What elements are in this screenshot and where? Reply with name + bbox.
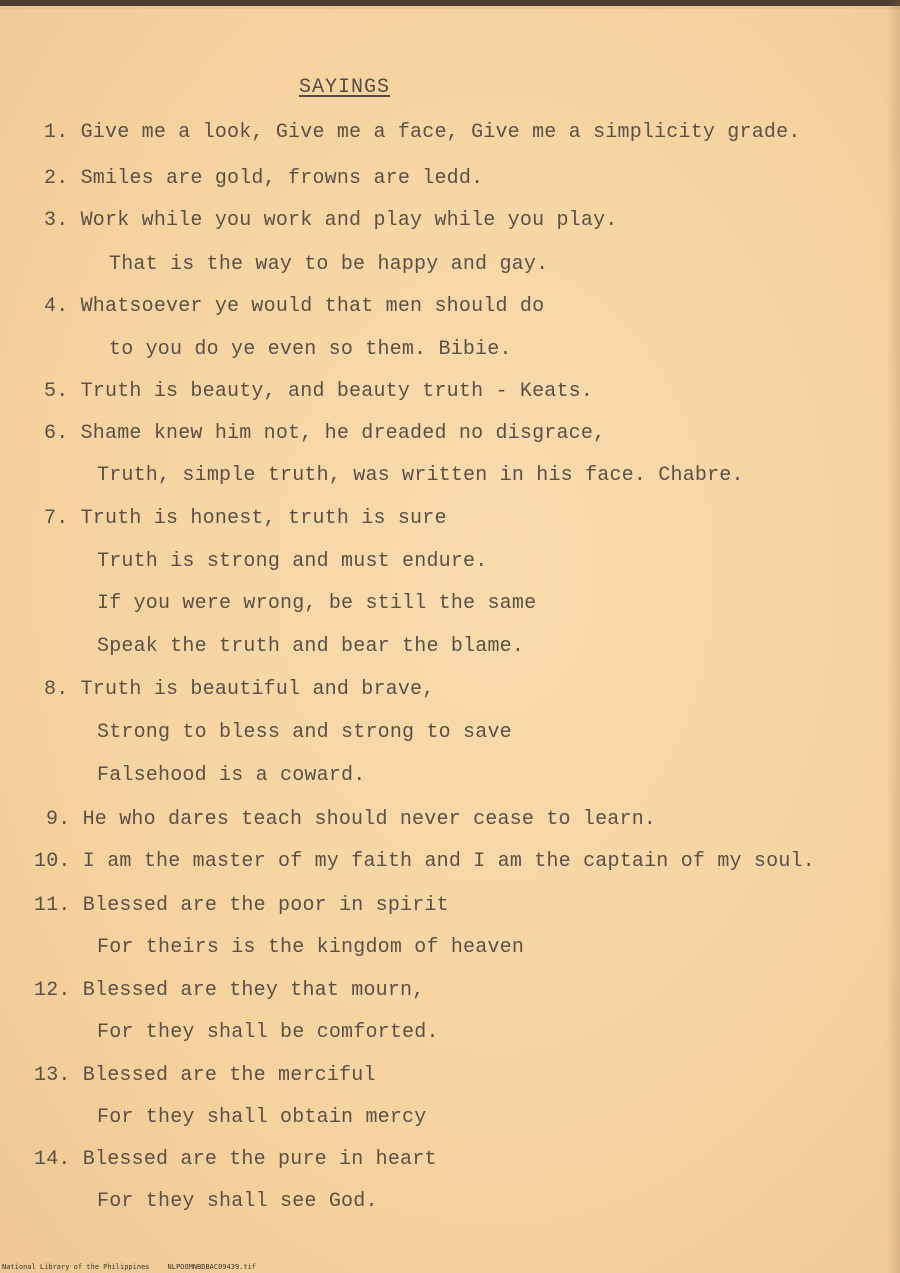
- saying-line: [109, 338, 512, 361]
- saying-line: [97, 635, 524, 658]
- saying-line: [34, 1148, 437, 1171]
- saying-line: [44, 422, 605, 445]
- saying-line: [44, 209, 618, 232]
- saying-line: [44, 295, 544, 318]
- saying-number: 5.: [44, 380, 69, 403]
- saying-line: [44, 507, 447, 530]
- saying-text: Speak the truth and bear the blame.: [97, 635, 525, 658]
- saying-text: For they shall obtain mercy: [97, 1106, 427, 1129]
- saying-text: Smiles are gold, frowns are ledd.: [68, 167, 484, 190]
- saying-line: [97, 1021, 439, 1044]
- saying-line: [109, 253, 548, 276]
- saying-text: Blessed are they that mourn,: [70, 979, 425, 1002]
- saying-text: Whatsoever ye would that men should do: [68, 295, 545, 318]
- saying-line: [44, 678, 434, 701]
- saying-text: to you do ye even so them. Bibie.: [109, 338, 512, 361]
- saying-line: [97, 592, 536, 615]
- saying-text: Truth is strong and must endure.: [97, 550, 488, 573]
- saying-number: 2.: [44, 167, 69, 190]
- saying-text: For theirs is the kingdom of heaven: [97, 936, 525, 959]
- saying-text: Truth is beauty, and beauty truth - Keats.: [68, 380, 594, 403]
- saying-line: [97, 721, 512, 744]
- saying-number: 7.: [44, 507, 69, 530]
- saying-number: 9.: [46, 808, 71, 831]
- page-right-edge-shadow: [886, 0, 900, 1273]
- scan-footer: [2, 1263, 256, 1271]
- saying-text: Shame knew him not, he dreaded no disgrace,: [68, 422, 606, 445]
- saying-line: [44, 167, 483, 190]
- saying-line: [97, 936, 524, 959]
- saying-text: Truth, simple truth, was written in his face. Chabre.: [97, 464, 744, 487]
- saying-line: [34, 894, 449, 917]
- saying-line: [97, 1190, 378, 1213]
- saying-number: 8.: [44, 678, 69, 701]
- saying-line: [34, 1064, 376, 1087]
- saying-number: 10.: [34, 850, 71, 873]
- saying-number: 4.: [44, 295, 69, 318]
- saying-text: Blessed are the poor in spirit: [70, 894, 449, 917]
- saying-number: 11.: [34, 894, 71, 917]
- saying-text: Truth is honest, truth is sure: [68, 507, 447, 530]
- saying-number: 3.: [44, 209, 69, 232]
- saying-text: Truth is beautiful and brave,: [68, 678, 435, 701]
- saying-number: 6.: [44, 422, 69, 445]
- saying-line: [34, 850, 815, 873]
- saying-line: [34, 979, 424, 1002]
- saying-text: Blessed are the merciful: [70, 1064, 376, 1087]
- saying-line: [97, 464, 744, 487]
- saying-number: 14.: [34, 1148, 71, 1171]
- footer-filename: NLPOOMNBDBAC09439.tif: [167, 1263, 257, 1271]
- saying-text: He who dares teach should never cease to learn.: [70, 808, 657, 831]
- saying-text: If you were wrong, be still the same: [97, 592, 537, 615]
- saying-text: Blessed are the pure in heart: [70, 1148, 437, 1171]
- saying-line: [97, 764, 365, 787]
- page-top-edge-highlight: [0, 6, 900, 9]
- saying-text: For they shall see God.: [97, 1190, 378, 1213]
- saying-text: I am the master of my faith and I am the captain of my soul.: [70, 850, 815, 873]
- saying-text: That is the way to be happy and gay.: [109, 253, 549, 276]
- saying-number: 12.: [34, 979, 71, 1002]
- saying-text: Give me a look, Give me a face, Give me a simplicity grade.: [68, 121, 801, 144]
- saying-text: Strong to bless and strong to save: [97, 721, 512, 744]
- saying-text: Falsehood is a coward.: [97, 764, 366, 787]
- saying-number: 1.: [44, 121, 69, 144]
- saying-text: Work while you work and play while you play.: [68, 209, 618, 232]
- saying-line: [46, 808, 656, 831]
- footer-library: National Library of the Philippines: [2, 1263, 150, 1271]
- page-title: SAYINGS: [299, 76, 391, 99]
- saying-text: For they shall be comforted.: [97, 1021, 439, 1044]
- saying-number: 13.: [34, 1064, 71, 1087]
- saying-line: [97, 550, 487, 573]
- saying-line: [44, 380, 593, 403]
- saying-line: [44, 121, 801, 144]
- saying-line: [97, 1106, 426, 1129]
